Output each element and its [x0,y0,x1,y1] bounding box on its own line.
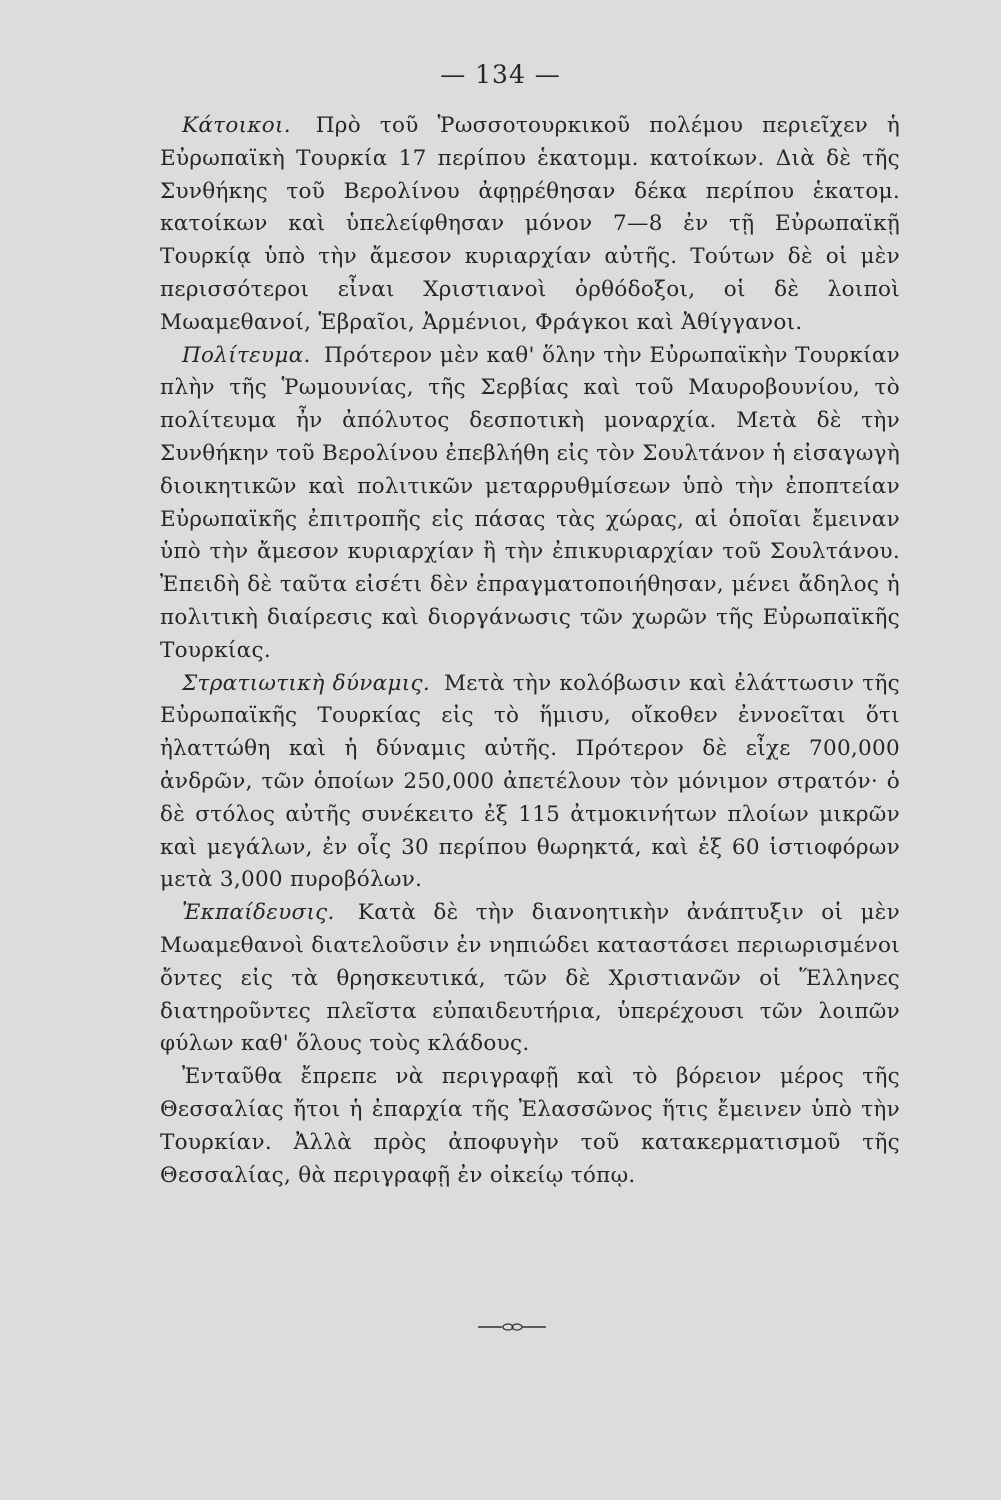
paragraph-politeuma [160,340,900,668]
section-heading: Ἐκπαίδευσις. [182,900,335,926]
section-body: Μετὰ τὴν κολόβωσιν καὶ ἐλάττωσιν τῆς Εὐρωπαϊκῆς Τουρκίας εἰς τὸ ἥμισυ, οἴκοθεν ἐννοεῖται ὅτι ἠλαττώθη καὶ ἡ δύναμις αὐτῆς. Πρότερον δὲ εἶχε 700,000 ἀνδρῶν, τῶν ὁποίων 250,000 ἀπετέλουν τὸν μόνιμον στρατόν· ὁ δὲ στόλος αὐτῆς συνέκειτο ἐξ 115 ἀτμοκινήτων πλοίων μικρῶν καὶ μεγάλων, ἐν οἷς 30 περίπου θωρηκτά, καὶ ἐξ 60 ἱστιοφόρων μετὰ 3,000 πυροβόλων. [160,670,900,893]
section-heading: Πολίτευμα. [182,342,311,368]
section-body: Κατὰ δὲ τὴν διανοητικὴν ἀνάπτυξιν οἱ μὲν Μωαμεθανοὶ διατελοῦσιν ἐν νηπιώδει καταστάσει περιωρισμένοι ὄντες εἰς τὰ θρησκευτικά, τῶν δὲ Χριστιανῶν οἱ Ἕλληνες διατηροῦντες πλεῖστα εὐπαιδευτήρια, ὑπερέχουσι τῶν λοιπῶν φύλων καθ' ὅλους τοὺς κλάδους. [160,900,900,1057]
paragraph-thessalia-note [160,1061,900,1192]
paragraph-katoikoi [160,110,900,340]
body-text [160,110,900,1192]
section-heading: Στρατιωτικὴ δύναμις. [182,670,430,696]
section-body: Πρὸ τοῦ Ῥωσσοτουρκικοῦ πολέμου περιεῖχεν ἡ Εὐρωπαϊκὴ Τουρκία 17 περίπου ἑκατομμ. κατοίκων. Διὰ δὲ τῆς Συνθήκης τοῦ Βερολίνου ἀφῃρέθησαν δέκα περίπου ἑκατομ. κατοίκων καὶ ὑπελείφθησαν μόνον 7—8 ἐν τῇ Εὐρωπαϊκῇ Τουρκίᾳ ὑπὸ τὴν ἄμεσον κυριαρχίαν αὐτῆς. Τούτων δὲ οἱ μὲν περισσότεροι εἶναι Χριστιανοὶ ὀρθόδοξοι, οἱ δὲ λοιποὶ Μωαμεθανοί, Ἑβραῖοι, Ἀρμένιοι, Φράγκοι καὶ Ἀθίγγανοι. [160,113,901,335]
end-ornament-icon [478,1322,546,1332]
page-number: — 134 — [440,60,561,89]
paragraph-stratiotiki-dynamis [160,668,900,898]
section-body: Ἐνταῦθα ἔπρεπε νὰ περιγραφῇ καὶ τὸ βόρειον μέρος τῆς Θεσσαλίας ἤτοι ἡ ἐπαρχία τῆς Ἐλασσῶνος ἥτις ἔμεινεν ὑπὸ τὴν Τουρκίαν. Ἀλλὰ πρὸς ἀποφυγὴν τοῦ κατακερματισμοῦ τῆς Θεσσαλίας, θὰ περιγραφῇ ἐν οἰκείῳ τόπῳ. [160,1064,900,1188]
paragraph-ekpaideusis [160,897,900,1061]
section-body: Πρότερον μὲν καθ' ὅλην τὴν Εὐρωπαϊκὴν Τουρκίαν πλὴν τῆς Ῥωμουνίας, τῆς Σερβίας καὶ τοῦ Μαυροβουνίου, τὸ πολίτευμα ἦν ἀπόλυτος δεσποτικὴ μοναρχία. Μετὰ δὲ τὴν Συνθήκην τοῦ Βερολίνου ἐπεβλήθη εἰς τὸν Σουλτάνον ἡ εἰσαγωγὴ διοικητικῶν καὶ πολιτικῶν μεταρρυθμίσεων ὑπὸ τὴν ἐποπτείαν Εὐρωπαϊκῆς ἐπιτροπῆς εἰς πάσας τὰς χώρας, αἱ ὁποῖαι ἔμειναν ὑπὸ τὴν ἄμεσον κυριαρχίαν ἢ τὴν ἐπικυριαρχίαν τοῦ Σουλτάνου. Ἐπειδὴ δὲ ταῦτα εἰσέτι δὲν ἐπραγματοποιήθησαν, μένει ἄδηλος ἡ πολιτικὴ διαίρεσις καὶ διοργάνωσις τῶν χωρῶν τῆς Εὐρωπαϊκῆς Τουρκίας. [160,342,901,663]
section-heading: Κάτοικοι. [182,113,291,138]
